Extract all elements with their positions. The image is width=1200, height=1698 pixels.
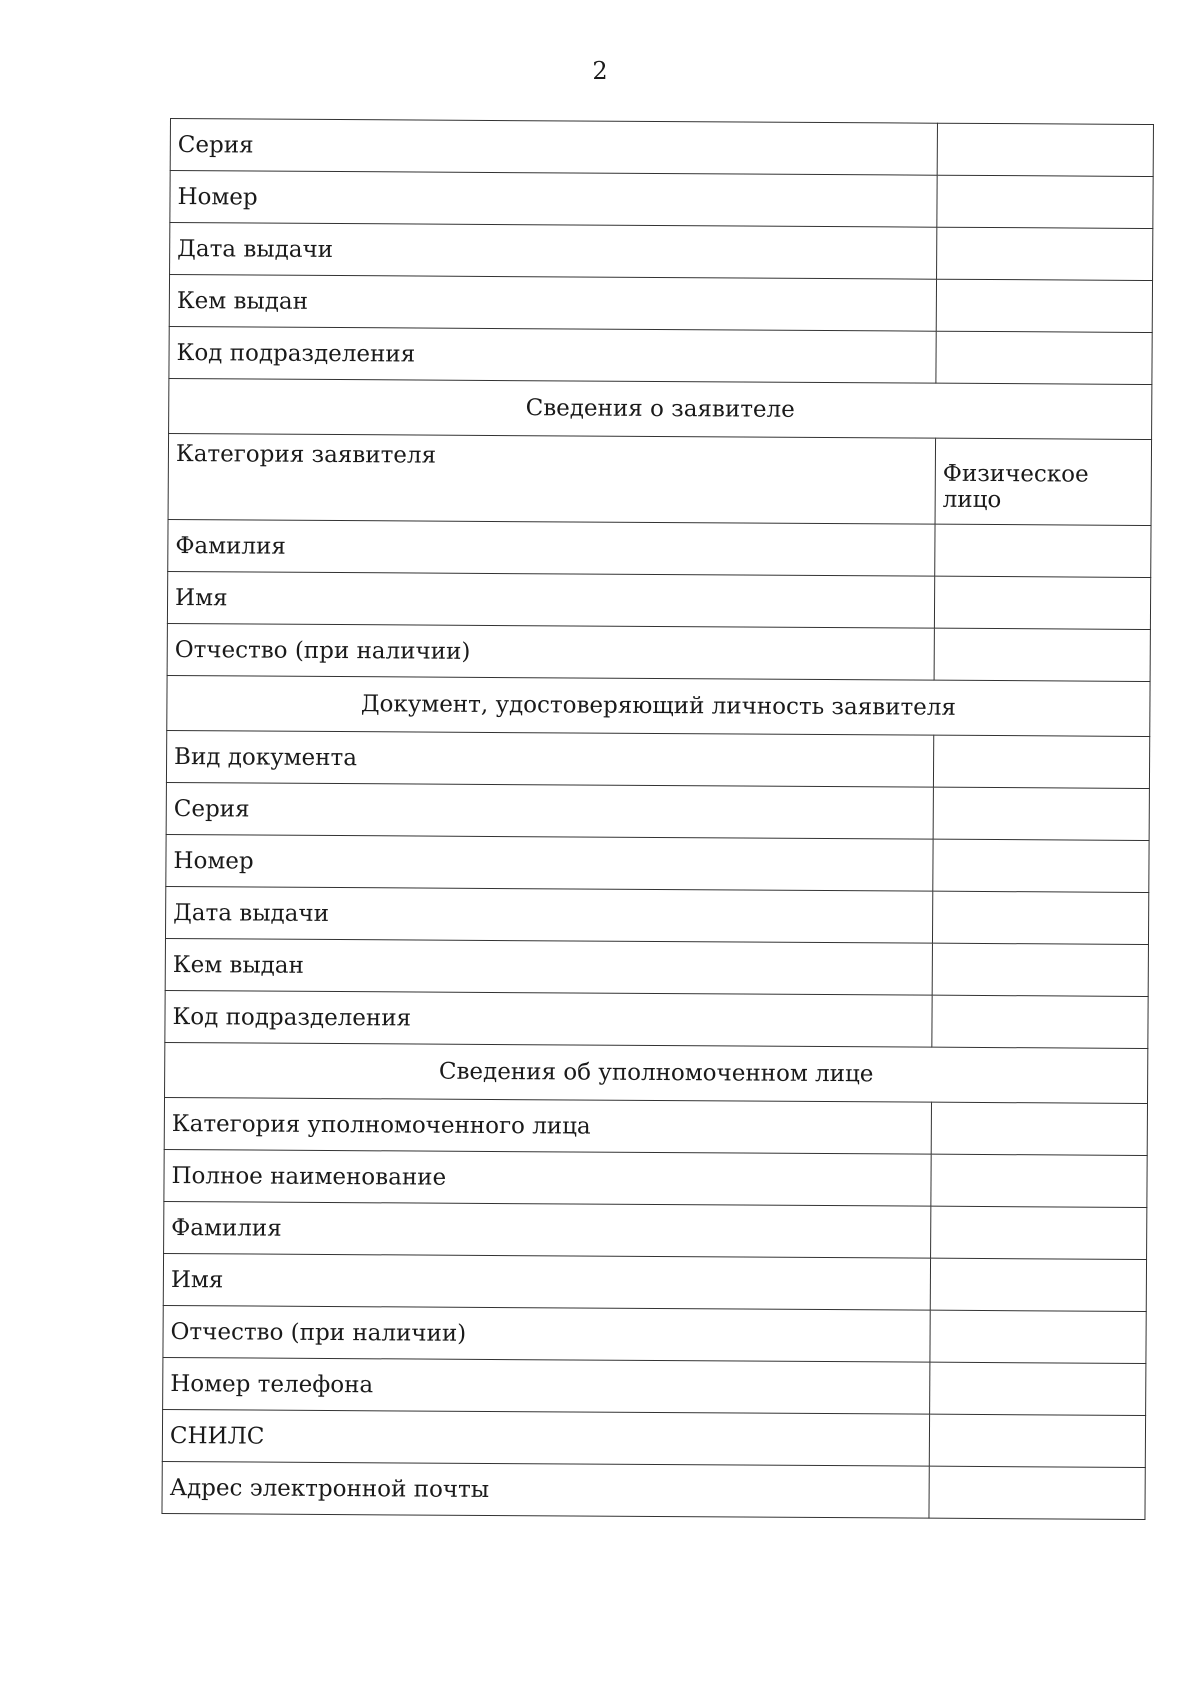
field-value-cell[interactable] <box>933 839 1149 892</box>
field-value-cell[interactable] <box>932 943 1148 996</box>
form-field-row <box>168 519 1151 577</box>
field-label: Категория уполномоченного лица <box>164 1097 931 1154</box>
field-value-cell[interactable] <box>936 279 1152 332</box>
field-label: Вид документа <box>166 730 933 787</box>
field-label: Серия <box>166 782 933 839</box>
field-value-cell[interactable] <box>932 995 1148 1048</box>
form-field-row <box>164 1201 1147 1259</box>
section-header-row <box>165 1042 1148 1103</box>
field-value-cell[interactable] <box>931 1154 1147 1207</box>
field-label: СНИЛС <box>162 1409 929 1466</box>
field-value-cell[interactable] <box>933 787 1149 840</box>
field-value-cell[interactable] <box>930 1362 1146 1415</box>
field-label: Категория заявителя <box>168 433 936 524</box>
field-label: Номер <box>166 834 933 891</box>
form-field-row <box>166 730 1149 788</box>
field-label: Имя <box>167 571 934 628</box>
field-value-cell[interactable] <box>932 891 1148 944</box>
field-value-cell[interactable] <box>934 628 1150 681</box>
field-value-cell[interactable] <box>929 1466 1145 1519</box>
field-label: Номер <box>170 171 937 228</box>
field-value-cell[interactable] <box>930 1258 1146 1311</box>
section-title: Документ, удостоверяющий личность заявителя <box>167 675 1150 736</box>
form-field-row <box>170 171 1153 229</box>
field-label: Код подразделения <box>169 326 936 383</box>
field-value-cell[interactable] <box>935 524 1151 577</box>
field-value-cell[interactable] <box>937 175 1153 228</box>
form-field-row <box>165 938 1148 996</box>
section-header-row <box>167 675 1150 736</box>
field-label: Серия <box>170 119 937 176</box>
field-value-cell[interactable] <box>934 576 1150 629</box>
field-label: Кем выдан <box>169 275 936 332</box>
form-field-row <box>166 834 1149 892</box>
form-table-body <box>162 119 1154 1520</box>
form-field-row <box>163 1305 1146 1363</box>
application-form-table <box>161 118 1154 1520</box>
form-field-row <box>164 1097 1147 1155</box>
field-value-cell[interactable] <box>930 1310 1146 1363</box>
field-value-cell[interactable] <box>931 1206 1147 1259</box>
field-label: Кем выдан <box>165 938 932 995</box>
form-field-row <box>170 119 1153 177</box>
field-label: Фамилия <box>164 1201 931 1258</box>
section-title: Сведения об уполномоченном лице <box>165 1042 1148 1103</box>
form-field-row <box>162 1409 1145 1467</box>
field-label: Отчество (при наличии) <box>167 623 934 680</box>
field-label: Отчество (при наличии) <box>163 1305 930 1362</box>
field-label: Фамилия <box>168 519 935 576</box>
form-field-row <box>170 223 1153 281</box>
field-label: Адрес электронной почты <box>162 1461 929 1518</box>
form-field-row <box>169 275 1152 333</box>
field-value-cell[interactable] <box>929 1414 1145 1467</box>
field-value-cell[interactable] <box>933 735 1149 788</box>
field-label: Дата выдачи <box>170 223 937 280</box>
form-field-row <box>167 571 1150 629</box>
field-value-cell[interactable] <box>936 331 1152 384</box>
field-label: Имя <box>163 1253 930 1310</box>
form-field-row <box>165 990 1148 1048</box>
page-number: 2 <box>592 57 608 85</box>
field-value-cell[interactable] <box>931 1102 1147 1155</box>
form-field-row <box>163 1357 1146 1415</box>
section-title: Сведения о заявителе <box>169 378 1152 439</box>
field-label: Полное наименование <box>164 1149 931 1206</box>
field-label: Дата выдачи <box>165 886 932 943</box>
form-field-row <box>163 1253 1146 1311</box>
form-field-row <box>166 782 1149 840</box>
field-label: Код подразделения <box>165 990 932 1047</box>
form-field-row <box>168 433 1152 525</box>
form-field-row <box>162 1461 1145 1519</box>
form-field-row <box>165 886 1148 944</box>
field-value-cell[interactable] <box>937 227 1153 280</box>
field-value-cell[interactable] <box>937 123 1153 176</box>
section-header-row <box>169 378 1152 439</box>
field-value-cell[interactable]: Физическое лицо <box>935 438 1152 525</box>
form-field-row <box>167 623 1150 681</box>
field-label: Номер телефона <box>163 1357 930 1414</box>
form-field-row <box>169 326 1152 384</box>
form-field-row <box>164 1149 1147 1207</box>
